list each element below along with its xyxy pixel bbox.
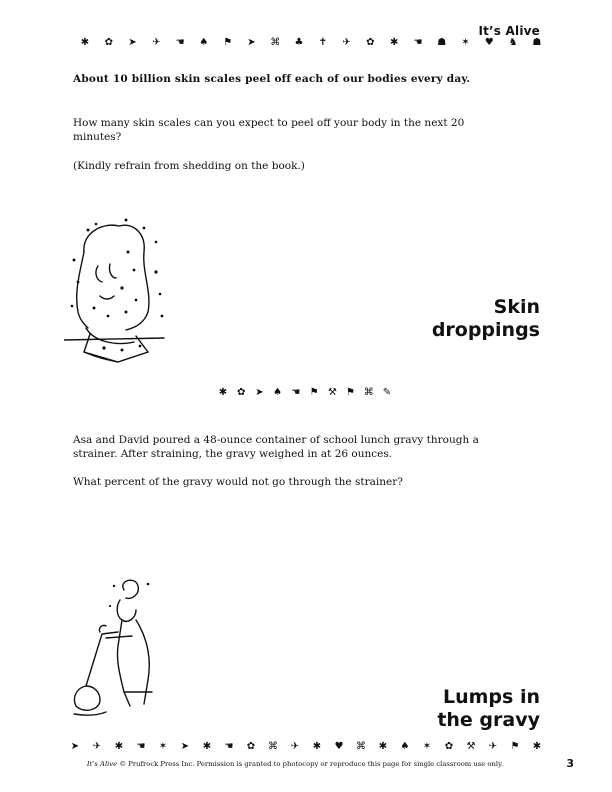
problem1-question: How many skin scales can you expect to peel off your body in the next 20 minutes? [73, 117, 465, 143]
flower-icon: ✿ [237, 387, 246, 398]
boot-icon: ♣ [294, 37, 304, 48]
bell-icon: ♠ [199, 37, 209, 48]
bone-icon: ⌘ [270, 37, 281, 48]
pennant-icon: ⚑ [346, 387, 356, 398]
bell-icon: ♠ [400, 741, 410, 752]
bug-icon: ✱ [532, 741, 542, 752]
bird-icon: ✈ [152, 37, 161, 48]
bug-icon: ✱ [312, 741, 322, 752]
gravy-strainer-illustration [66, 576, 182, 720]
bone-icon: ⌘ [356, 741, 366, 752]
bone-icon: ⌘ [363, 387, 374, 398]
pen-icon: ✎ [382, 387, 392, 398]
hand-icon: ☚ [175, 37, 185, 48]
problem2-title [437, 686, 540, 732]
flower-icon: ✿ [104, 37, 113, 48]
bone-icon: ⌘ [268, 741, 278, 752]
problem2-question: What percent of the gravy would not go through the strainer? [73, 476, 403, 488]
bird-icon: ✈ [92, 741, 102, 752]
problem2-title-line2: the gravy [437, 709, 540, 731]
pennant-icon: ⚑ [510, 741, 520, 752]
bell-icon: ♠ [273, 387, 283, 398]
bug-icon: ✱ [218, 387, 228, 398]
problem2-title-line1: Lumps in [443, 686, 540, 708]
icon-strip-bottom [70, 742, 542, 752]
bird-icon: ✈ [342, 37, 351, 48]
hammer-icon: ⚒ [466, 741, 476, 752]
leaf-icon: ♥ [484, 37, 494, 48]
bug-icon: ✱ [114, 741, 124, 752]
problem1-title [432, 296, 540, 342]
footer-text: © Prufrock Press Inc. Permission is granted to photocopy or reproduce this page for single classroom use only. [117, 760, 504, 768]
problem1-aside: (Kindly refrain from shedding on the book.) [73, 160, 305, 172]
hand-icon: ☚ [224, 741, 234, 752]
bug-icon: ✱ [378, 741, 388, 752]
problem1-title-line2: droppings [431, 319, 540, 341]
leaf-icon: ♥ [334, 741, 344, 752]
footer-book-title: It’s Alive [86, 760, 118, 768]
fish-icon: ➤ [247, 37, 256, 48]
footer-copyright [60, 760, 530, 769]
cat-icon: ♞ [508, 37, 518, 48]
fish-icon: ➤ [255, 387, 264, 398]
hand-icon: ☚ [291, 387, 301, 398]
ant-icon: ☗ [437, 37, 447, 48]
pennant-icon: ⚑ [309, 387, 319, 398]
problem1-title-line1: Skin [493, 296, 540, 318]
bug-icon: ✱ [389, 37, 399, 48]
fish-icon: ➤ [70, 741, 80, 752]
hand-icon: ☚ [413, 37, 423, 48]
flower-icon: ✿ [444, 741, 454, 752]
spider-icon: ✶ [422, 741, 432, 752]
icon-strip-mid [218, 388, 392, 398]
ant-icon: ☗ [532, 37, 542, 48]
pennant-icon: ⚑ [223, 37, 233, 48]
skin-shedding-illustration [64, 212, 174, 382]
fish-icon: ➤ [128, 37, 137, 48]
problem2-text: Asa and David poured a 48-ounce container of school lunch gravy through a strainer. After straining, the gravy weighed in at 26 ounces. [73, 434, 479, 460]
hammer-icon: ⚒ [327, 387, 337, 398]
section-title: It’s Alive [478, 24, 540, 38]
bird-icon: ✈ [488, 741, 498, 752]
fish-icon: ➤ [180, 741, 190, 752]
bird-icon: ✈ [290, 741, 300, 752]
problem1-lead: About 10 billion skin scales peel off each of our bodies every day. [73, 73, 471, 85]
bug-icon: ✱ [80, 37, 90, 48]
flower-icon: ✿ [366, 37, 375, 48]
icon-strip-top [80, 38, 542, 48]
spider-icon: ✶ [461, 37, 470, 48]
spider-icon: ✶ [158, 741, 168, 752]
bug-icon: ✱ [202, 741, 212, 752]
sword-icon: ✝ [318, 37, 327, 48]
flower-icon: ✿ [246, 741, 256, 752]
page-number: 3 [566, 757, 574, 770]
hand-icon: ☚ [136, 741, 146, 752]
